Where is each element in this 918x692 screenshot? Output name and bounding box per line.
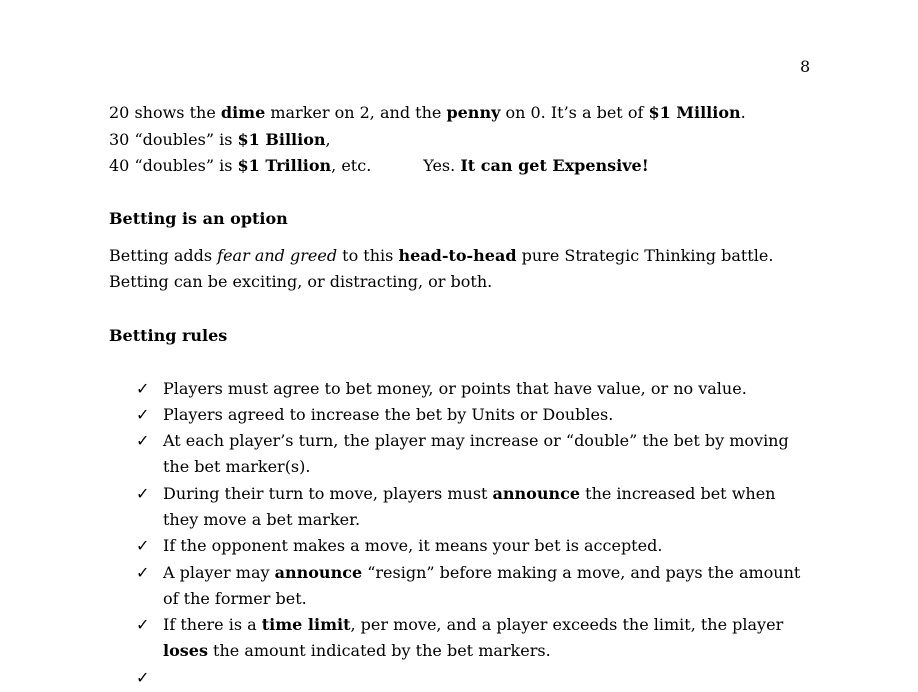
rule-item-6 xyxy=(109,560,829,613)
para-line-2: Betting can be exciting, or distracting, or both. xyxy=(109,272,493,291)
rule-text: Players must agree to bet money, or points that have value, or no value. xyxy=(163,378,747,398)
rule-text: If there is a xyxy=(163,615,262,635)
rule-text: “resign” before making a move, and pays the amount xyxy=(362,562,801,582)
rule-text: of the former bet. xyxy=(163,588,307,608)
para-line-1 xyxy=(109,243,829,270)
rule-text: A player may xyxy=(163,562,275,582)
checkmark-icon: ✓ xyxy=(136,378,150,398)
bold-time-limit: time limit xyxy=(261,615,351,635)
intro-line-1 xyxy=(109,100,829,127)
page-number: 8 xyxy=(800,57,811,76)
rule-item-1 xyxy=(109,376,829,402)
bold-trillion: $1 Trillion xyxy=(237,156,332,175)
checkmark-icon: ✓ xyxy=(136,431,150,451)
paragraph-betting-option xyxy=(109,243,829,296)
bold-announce: announce xyxy=(274,562,363,582)
page-content xyxy=(109,100,829,691)
rule-text: the bet marker(s). xyxy=(163,457,311,477)
text-run: , xyxy=(325,129,331,149)
rule-item-3 xyxy=(109,428,829,481)
bold-announce: announce xyxy=(492,483,581,503)
rule-text xyxy=(163,668,168,687)
text-run: to this xyxy=(337,245,399,265)
rule-item-4 xyxy=(109,481,829,534)
rule-text: they move a bet marker. xyxy=(163,509,361,529)
bold-billion: $1 Billion xyxy=(237,129,326,149)
heading-betting-rules: Betting rules xyxy=(109,325,228,345)
bold-expensive: It can get Expensive! xyxy=(460,156,649,175)
rule-text: the increased bet when xyxy=(580,483,776,503)
heading-betting-option: Betting is an option xyxy=(109,208,288,228)
rule-text: , per move, and a player exceeds the limit, the player xyxy=(350,615,784,635)
bold-head-to-head: head-to-head xyxy=(398,245,517,265)
rule-item-5 xyxy=(109,533,829,559)
rule-text: If the opponent makes a move, it means your bet is accepted. xyxy=(163,536,663,556)
text-run: 40 “doubles” is xyxy=(109,156,238,175)
text-run: 20 shows the xyxy=(109,103,221,122)
text-run: Yes. xyxy=(423,156,461,175)
text-run: 30 “doubles” is xyxy=(109,129,238,149)
italic-fear-greed: fear and greed xyxy=(217,245,338,265)
text-run: on 0. It’s a bet of xyxy=(500,103,649,122)
rule-text: the amount indicated by the bet markers. xyxy=(207,641,551,661)
bold-penny: penny xyxy=(446,103,501,122)
rule-item-7 xyxy=(109,612,829,665)
text-run: Betting adds xyxy=(109,245,218,265)
bold-dime: dime xyxy=(220,103,266,122)
rules-checklist xyxy=(109,376,829,692)
bold-million: $1 Million xyxy=(648,103,741,122)
rule-text: Players agreed to increase the bet by Units or Doubles. xyxy=(163,404,614,424)
checkmark-icon: ✓ xyxy=(136,404,150,424)
rule-text: During their turn to move, players must xyxy=(163,483,493,503)
rule-text: At each player’s turn, the player may increase or “double” the bet by moving xyxy=(163,431,789,451)
checkmark-icon: ✓ xyxy=(136,483,150,503)
rule-item-8 xyxy=(109,665,829,691)
rule-item-2 xyxy=(109,402,829,428)
checkmark-icon: ✓ xyxy=(136,615,150,635)
checkmark-icon: ✓ xyxy=(136,562,150,582)
checkmark-icon: ✓ xyxy=(136,667,150,687)
checkmark-icon: ✓ xyxy=(136,536,150,556)
text-run: marker on 2, and the xyxy=(265,103,447,122)
text-run: . xyxy=(740,103,746,122)
bold-loses: loses xyxy=(163,641,208,661)
text-run: pure Strategic Thinking battle. xyxy=(516,245,774,265)
intro-line-2 xyxy=(109,127,829,154)
intro-line-3 xyxy=(109,153,829,180)
text-run: , etc. xyxy=(331,156,372,175)
